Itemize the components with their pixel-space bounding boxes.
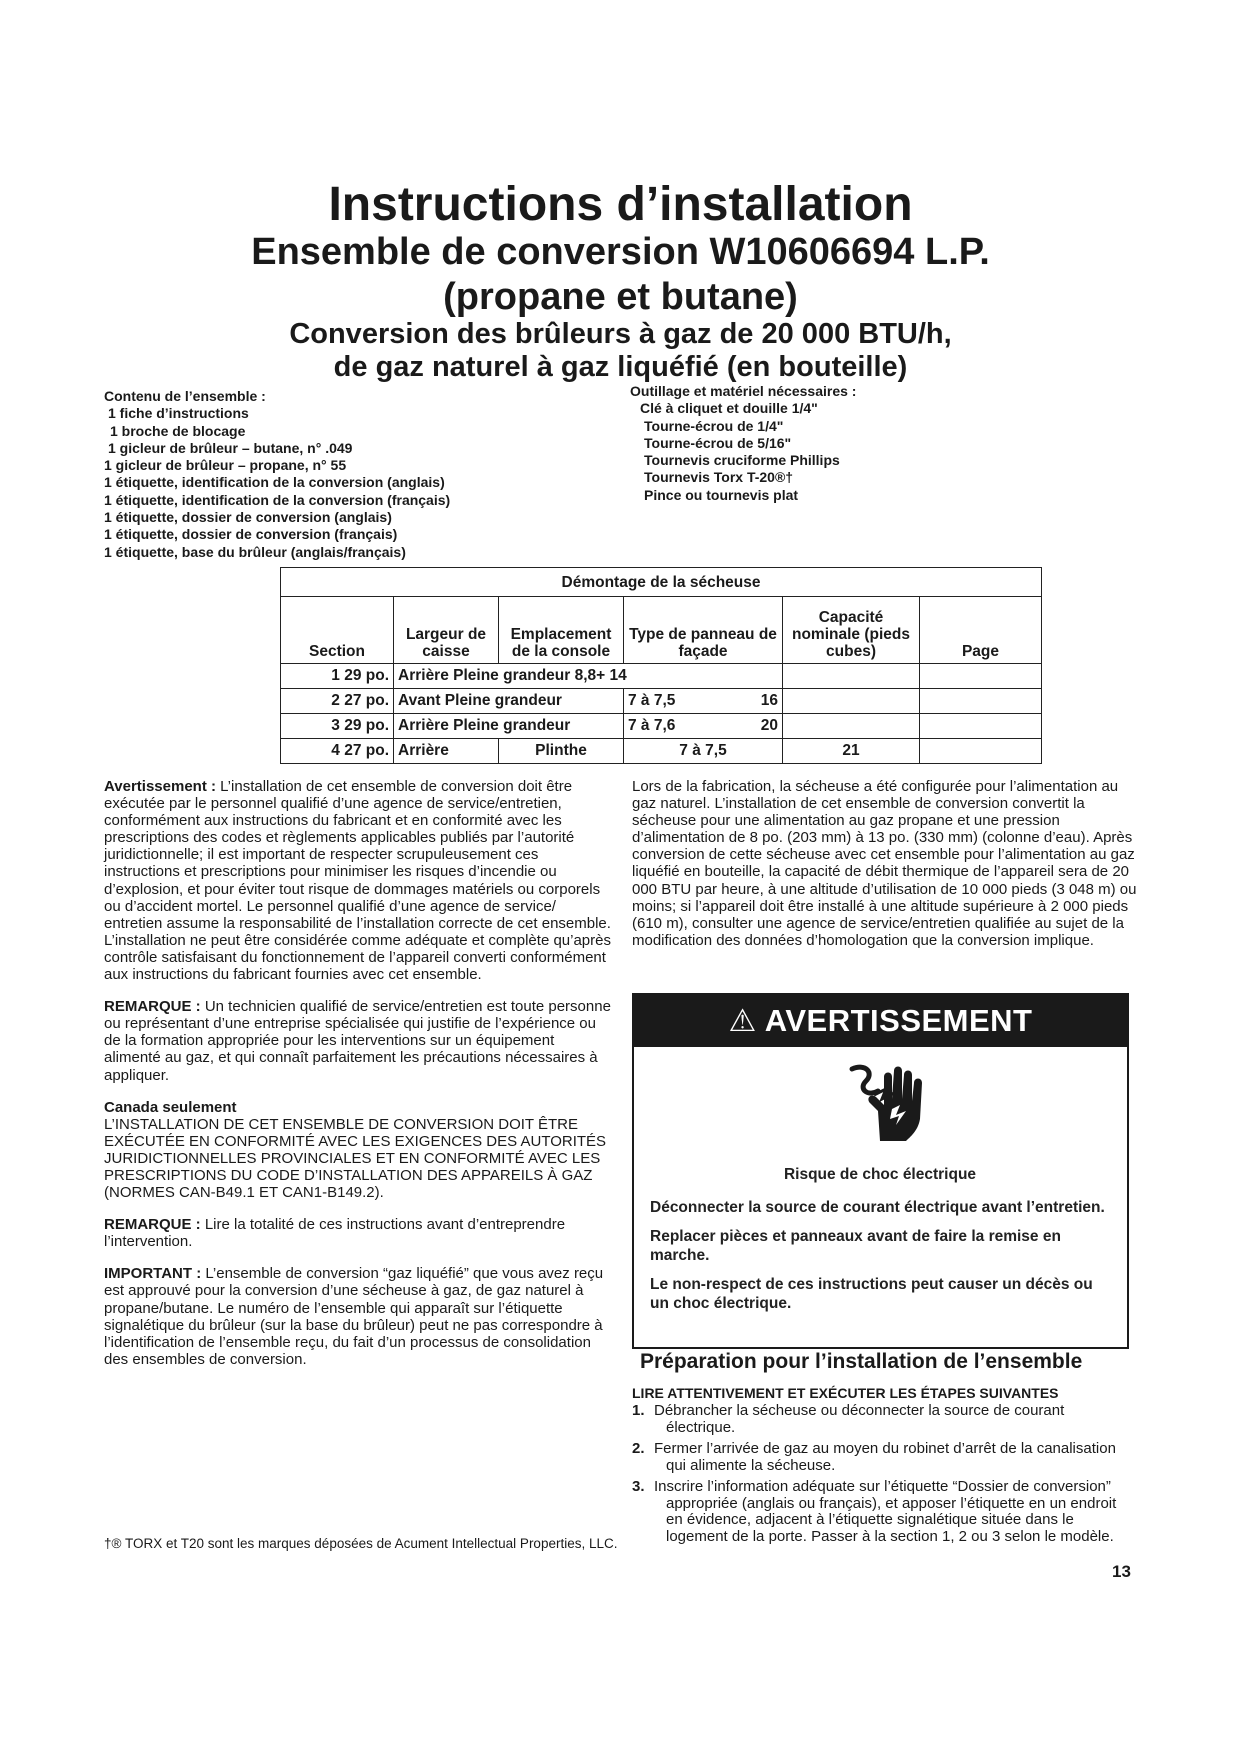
section-heading: Préparation pour l’installation de l’ensemble — [640, 1350, 1083, 1373]
note-label: REMARQUE : — [104, 998, 201, 1016]
table-cell — [920, 739, 1042, 764]
table-cell: 21 — [783, 739, 920, 764]
list-item — [632, 1441, 1132, 1474]
kit-contents — [104, 388, 450, 561]
note-label: REMARQUE : — [104, 1216, 201, 1234]
capacity-value: 7 à 7,5 — [628, 692, 676, 709]
list-item — [632, 1403, 1132, 1436]
table-cell — [783, 689, 920, 714]
warning-box — [632, 993, 1129, 1349]
step-number: 3. — [632, 1478, 645, 1495]
note-paragraph — [104, 998, 614, 1083]
table-cell: Arrière Pleine grandeur 8,8+ 14 — [394, 664, 783, 689]
capacity-value: 7 à 7,6 — [628, 717, 676, 734]
footnote: †® TORX et T20 sont les marques déposées de Acument Intellectual Properties, LLC. — [104, 1536, 618, 1551]
step-number: 2. — [632, 1440, 645, 1457]
table-row — [281, 714, 1042, 739]
warning-body — [650, 1165, 1110, 1323]
right-column — [632, 778, 1144, 964]
kit-title — [0, 230, 1241, 320]
table-cell: 3 29 po. — [281, 714, 394, 739]
warning-line: Le non-respect de ces instructions peut causer un décès ou un choc électrique. — [650, 1276, 1093, 1312]
left-column — [104, 778, 614, 1383]
column-header: Section — [281, 597, 394, 664]
table-cell: Arrière Pleine grandeur — [394, 714, 624, 739]
column-header: Type de panneau de façade — [624, 597, 783, 664]
step-text: Inscrire l’information adéquate sur l’étiquette “Dossier de conversion” appropriée (anglais ou français), et apposer l’étiquette en un endroit en évidence, adjacent à l’étiquette signalétique située dans le logement de la porte. Passer à la section 1, 2 ou 3 selon le modèle. — [654, 1478, 1117, 1545]
conversion-subtitle-line1: Conversion des brûleurs à gaz de 20 000 BTU/h, — [289, 318, 952, 350]
kit-item: 1 étiquette, dossier de conversion (français) — [104, 526, 398, 543]
warning-paragraph — [104, 778, 614, 983]
kit-title-line1: Ensemble de conversion W10606694 L.P. — [251, 231, 990, 273]
table-cell — [783, 714, 920, 739]
table-cell — [920, 714, 1042, 739]
table-cell: 7 à 7,5 — [624, 739, 783, 764]
important-paragraph — [104, 1265, 614, 1368]
table-cell: Avant Pleine grandeur — [394, 689, 624, 714]
kit-item: 1 étiquette, identification de la conversion (français) — [104, 491, 451, 508]
steps-list — [632, 1403, 1132, 1550]
warning-text: L’installation de cet ensemble de conversion doit être exécutée par le personnel qualifié d’une agence de service/entretien, conformément aux instructions du fabricant et en conformité avec les prescriptions des codes et règlements applicables publiés par l’autorité juridictionnelle; il est important de respecter scrupuleusement ces instructions et prescriptions pour minimiser les risques d’incendie ou d’explosion, et pour éviter tout risque de dommages matériels ou corporels ou d’accident mortel. Le personnel qualifié d’une agence de service/ entretien assume la responsabilité de l’installation correcte de cet ensemble. L’installation ne peut être considérée comme adéquate et complète qu’après contrôle satisfaisant du fonctionnement de l’appareil converti conformément aux instructions du fabricant fournies avec cet ensemble. — [104, 778, 611, 984]
table-title: Démontage de la sécheuse — [281, 568, 1042, 597]
tools-list — [630, 383, 856, 504]
table-cell — [920, 689, 1042, 714]
table-cell: Arrière — [394, 739, 499, 764]
tool-item: Tourne-écrou de 1/4" — [644, 417, 784, 434]
warning-line: Replacer pièces et panneaux avant de faire la remise en marche. — [650, 1228, 1061, 1264]
column-header: Capacité nominale (pieds cubes) — [783, 597, 920, 664]
tool-item: Tournevis cruciforme Phillips — [644, 452, 840, 469]
warning-triangle-icon: ⚠ — [728, 1003, 757, 1038]
important-label: IMPORTANT : — [104, 1265, 202, 1283]
table-cell: 4 27 po. — [281, 739, 394, 764]
kit-item: 1 fiche d’instructions — [108, 405, 249, 422]
table-cell — [624, 689, 783, 714]
kit-item: 1 étiquette, dossier de conversion (anglais) — [104, 509, 392, 526]
page-title: Instructions d’installation — [328, 178, 913, 231]
conversion-subtitle-line2: de gaz naturel à gaz liquéfié (en bouteille) — [333, 351, 908, 383]
tool-item: Clé à cliquet et douille 1/4" — [640, 400, 818, 417]
warning-line: Déconnecter la source de courant électrique avant l’entretien. — [650, 1199, 1105, 1216]
tool-item: Pince ou tournevis plat — [644, 486, 799, 503]
kit-contents-heading: Contenu de l’ensemble : — [104, 388, 266, 404]
conversion-subtitle — [0, 318, 1241, 384]
canada-paragraph — [104, 1099, 614, 1202]
step-text: Débrancher la sécheuse ou déconnecter la source de courant électrique. — [654, 1402, 1065, 1436]
table-cell: 2 27 po. — [281, 689, 394, 714]
canada-heading: Canada seulement — [104, 1098, 237, 1116]
column-header: Page — [920, 597, 1042, 664]
kit-item: 1 étiquette, base du brûleur (anglais/français) — [104, 543, 406, 560]
tool-item: Tourne-écrou de 5/16" — [644, 434, 792, 451]
table-cell — [783, 664, 920, 689]
kit-title-line2: (propane et butane) — [443, 276, 798, 318]
disassembly-table — [280, 567, 1042, 764]
table-row — [281, 739, 1042, 764]
page-value: 20 — [760, 717, 778, 734]
kit-item: 1 étiquette, identification de la conversion (anglais) — [104, 474, 445, 491]
table-row — [281, 689, 1042, 714]
kit-item: 1 gicleur de brûleur – propane, n° 55 — [104, 457, 347, 474]
column-header: Emplacement de la console — [499, 597, 624, 664]
electric-shock-hand-icon — [844, 1059, 928, 1143]
table-cell — [624, 714, 783, 739]
note-text: Un technicien qualifié de service/entretien est toute personne ou représentant d’une entreprise spécialisée qui justifie de l’expérience ou de la formation appropriée pour les interventions sur un équipement alimenté au gaz, et qui connaît parfaitement les précautions nécessaires à appliquer. — [104, 998, 611, 1084]
tools-heading: Outillage et matériel nécessaires : — [630, 383, 857, 399]
intro-paragraph: Lors de la fabrication, la sécheuse a été configurée pour l’alimentation au gaz naturel. L’installation de cet ensemble de conversion convertit la sécheuse pour une alimentation au gaz propane et une pression d’alimentation de 8 po. (203 mm) à 13 po. (330 mm) (colonne d’eau). Après conversion de cette sécheuse avec cet ensemble pour l’alimentation au gaz liquéfié en bouteille, la capacité de débit thermique de l’appareil sera de 20 000 BTU par heure, à une altitude d’utilisation de 10 000 pieds (3 048 m) ou moins; si l’appareil doit être installé à une altitude supérieure à 2 000 pieds (610 m), consulter une agence de service/entretien qualifiée au sujet de la modification des données d’homologation que la conversion implique. — [632, 778, 1137, 949]
warning-label: Avertissement : — [104, 778, 216, 795]
table-row — [281, 664, 1042, 689]
section-subheading: LIRE ATTENTIVEMENT ET EXÉCUTER LES ÉTAPES SUIVANTES — [632, 1385, 1059, 1401]
table-cell: Plinthe — [499, 739, 624, 764]
list-item — [632, 1479, 1132, 1545]
page-number: 13 — [1112, 1562, 1131, 1581]
tool-item: Tournevis Torx T-20®† — [644, 469, 794, 486]
note-text: Lire la totalité de ces instructions avant d’entreprendre l’intervention. — [104, 1216, 566, 1251]
hazard-label: Risque de choc électrique — [783, 1166, 977, 1183]
step-number: 1. — [632, 1402, 645, 1419]
canada-text: L’INSTALLATION DE CET ENSEMBLE DE CONVERSION DOIT ÊTRE EXÉCUTÉE EN CONFORMITÉ AVEC LES EXIGENCES DES AUTORITÉS JURIDICTIONNELLES PROVINCIALES ET EN CONFORMITÉ AVEC LES PRESCRIPTIONS DU CODE D’INSTALLATION DES APPAREILS À GAZ (NORMES CAN-B49.1 ET CAN1-B149.2). — [104, 1115, 607, 1202]
warning-title: AVERTISSEMENT — [764, 1003, 1033, 1038]
table-cell: 1 29 po. — [281, 664, 394, 689]
step-text: Fermer l’arrivée de gaz au moyen du robinet d’arrêt de la canalisation qui alimente la sécheuse. — [654, 1440, 1116, 1474]
kit-item: 1 broche de blocage — [110, 422, 246, 439]
table-cell — [920, 664, 1042, 689]
important-text: L’ensemble de conversion “gaz liquéfié” que vous avez reçu est approuvé pour la conversion d’une sécheuse à gaz, de gaz naturel à propane/butane. Le numéro de l’ensemble qui apparaît sur l’étiquette signalétique du brûleur (sur la base du brûleur) peut ne pas correspondre à l’identification de l’ensemble reçu, du fait d’un processus de consolidation des ensembles de conversion. — [104, 1265, 604, 1368]
column-header: Largeur de caisse — [394, 597, 499, 664]
page-value: 16 — [760, 692, 778, 709]
note-paragraph — [104, 1216, 614, 1250]
kit-item: 1 gicleur de brûleur – butane, n° .049 — [108, 439, 353, 456]
warning-header — [634, 995, 1127, 1047]
